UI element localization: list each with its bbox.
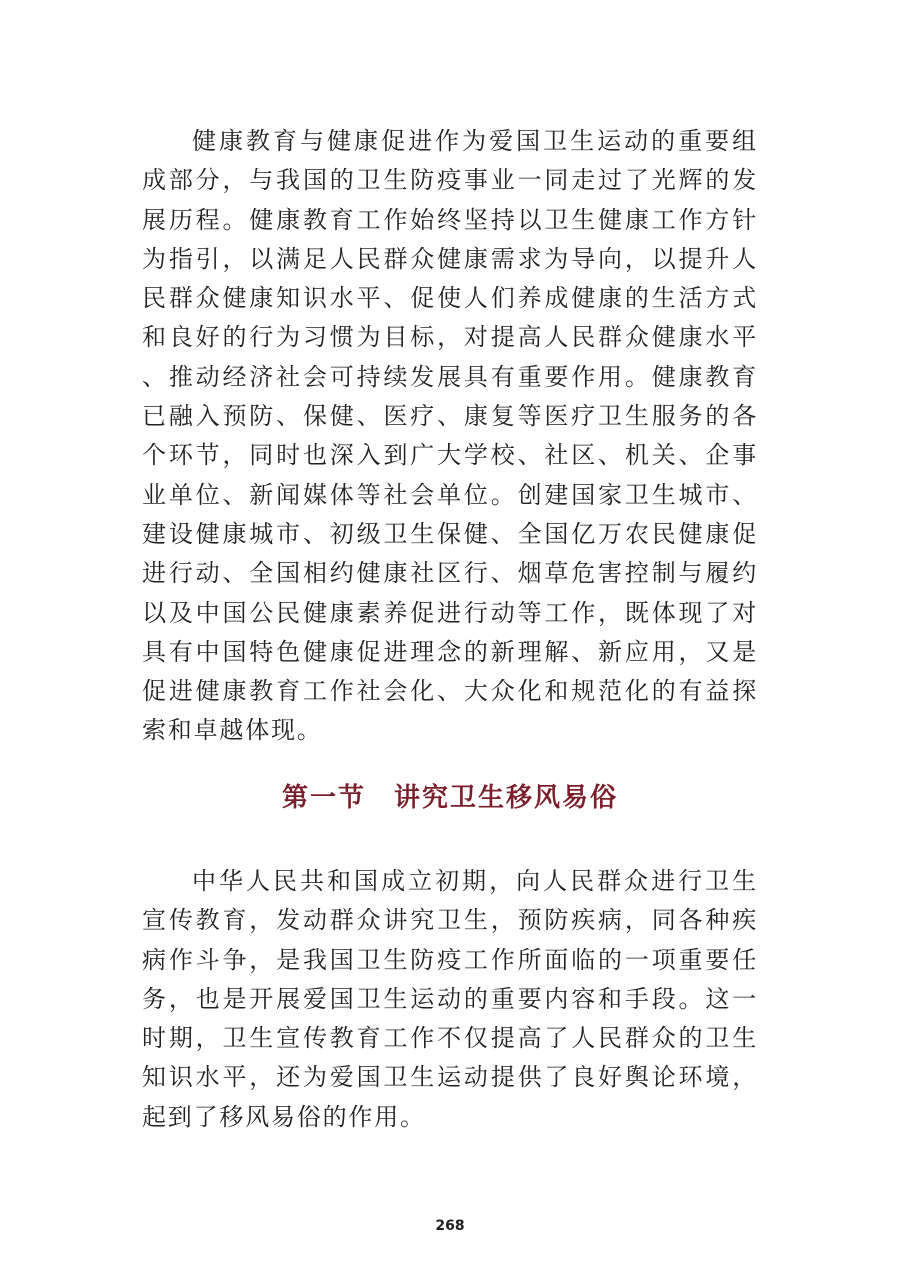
intro-paragraph: 健康教育与健康促进作为爱国卫生运动的重要组成部分，与我国的卫生防疫事业一同走过了光辉的发展历程。健康教育工作始终坚持以卫生健康工作方针为指引，以满足人民群众健康需求为导向，以提升人民群众健康知识水平、促使人们养成健康的生活方式和良好的行为习惯为目标，对提高人民群众健康水平、推动经济社会可持续发展具有重要作用。健康教育已融入预防、保健、医疗、康复等医疗卫生服务的各个环节，同时也深入到广大学校、社区、机关、企事业单位、新闻媒体等社会单位。创建国家卫生城市、建设健康城市、初级卫生保健、全国亿万农民健康促进行动、全国相约健康社区行、烟草危害控制与履约以及中国公民健康素养促进行动等工作，既体现了对具有中国特色健康促进理念的新理解、新应用，又是促进健康教育工作社会化、大众化和规范化的有益探索和卓越体现。: [142, 127, 758, 745]
section-text-block: [142, 862, 758, 1137]
section-paragraph: 中华人民共和国成立初期，向人民群众进行卫生宣传教育，发动群众讲究卫生，预防疾病，同各种疾病作斗争，是我国卫生防疫工作所面临的一项重要任务，也是开展爱国卫生运动的重要内容和手段。这一时期，卫生宣传教育工作不仅提高了人民群众的卫生知识水平，还为爱国卫生运动提供了良好舆论环境，起到了移风易俗的作用。: [142, 867, 758, 1131]
intro-text-block: [142, 122, 758, 751]
section-heading: [0, 777, 900, 814]
section-number: 第一节: [281, 783, 366, 813]
section-title: 讲究卫生移风易俗: [394, 783, 619, 813]
page-number: 268: [435, 1218, 465, 1234]
